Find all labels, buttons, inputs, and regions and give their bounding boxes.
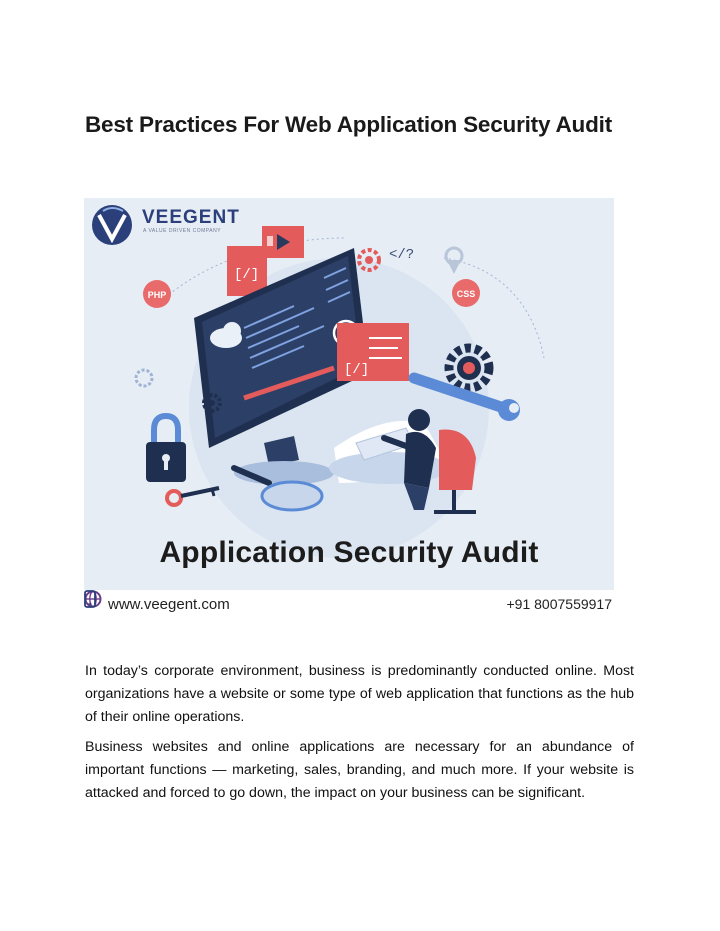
svg-text:PHP: PHP	[147, 290, 167, 300]
logo-name: VEEGENT	[142, 207, 240, 228]
key-icon	[167, 488, 219, 505]
veegent-logo	[84, 198, 254, 248]
lock-icon	[146, 416, 186, 482]
php-tag-icon	[143, 280, 171, 308]
paragraph: Business websites and online applications are necessary for an abundance of important functions — marketing, sales, branding, and much more. If your website is attacked and forced to go down, the impact on your business can be significant.	[85, 739, 634, 801]
website-link[interactable]: www.veegent.com	[108, 596, 230, 613]
svg-text:[/]: [/]	[234, 267, 260, 283]
svg-text:CSS: CSS	[456, 289, 476, 299]
phone-number: +91 8007559917	[506, 596, 612, 612]
document-title: Best Practices For Web Application Security Audit	[85, 112, 612, 137]
code-tag-icon: </?	[389, 247, 415, 263]
banner-heading: Application Security Audit	[159, 536, 539, 569]
logo-tagline: A VALUE DRIVEN COMPANY	[143, 228, 222, 234]
css-tag-icon	[452, 279, 480, 307]
mobile-icon	[84, 590, 96, 608]
svg-text:[/]: [/]	[344, 362, 370, 378]
paragraph: In today’s corporate environment, business is predominantly conducted online. Most organizations have a website or some type of web application that functions as the hub of their online operations.	[85, 663, 634, 725]
audit-banner-image	[84, 198, 614, 618]
gear-icon	[136, 370, 152, 386]
location-pin-icon	[446, 248, 462, 274]
banner-contact-bar	[84, 590, 614, 618]
